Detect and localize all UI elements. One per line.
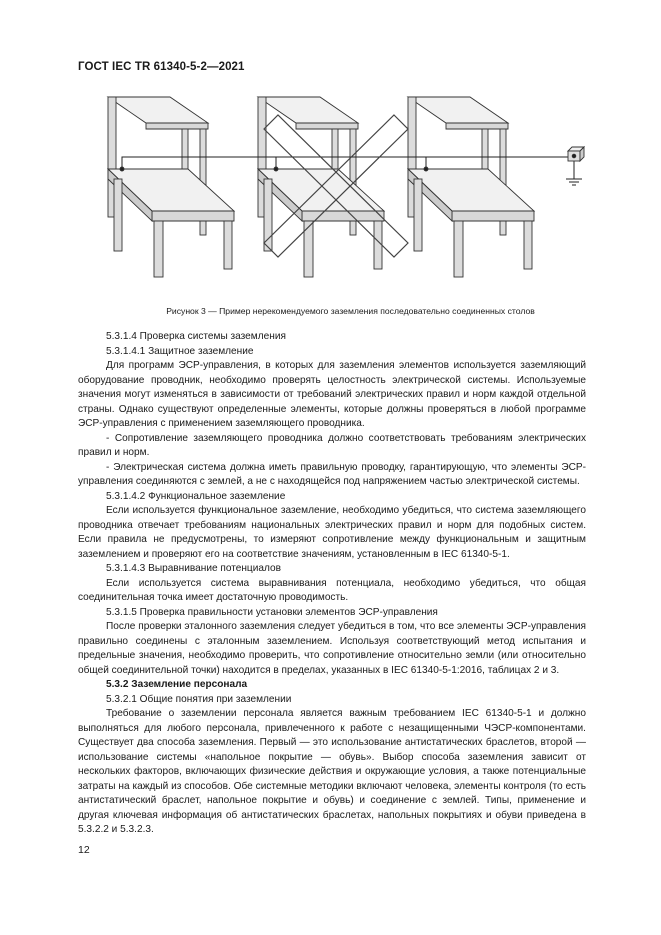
section-heading-5-3-1-5: 5.3.1.5 Проверка правильности установки элементов ЭСР-управления (106, 606, 438, 618)
figure-grounding-diagram (96, 93, 596, 293)
paragraph: Требование о заземлении персонала является важным требованием IEC 61340-5-1 и должно выполняться для любого персонала, привлеченного к работе с незащищенными ЧЭСР-компонентами. Существует два способа заземления. Первый — это использование антистатических браслетов, второй — использование системы «напольное покрытие — обувь». Выбор способа заземления зависит от нескольких факторов, включающих физические действия и окружающие условия, а также потенциальные затраты на каждый из способов. Обе системные методики включают человека, элементы контроля (то есть антистатический браслет, напольное покрытие и обувь) и соединение с землей. Типы, применение и другая ключевая информация об антистатических браслетах, напольных покрытиях и обуви приведена в 5.3.2.2 и 5.3.2.3. (78, 708, 586, 835)
page-number: 12 (78, 844, 90, 856)
paragraph: Если используется система выравнивания потенциала, необходимо убедиться, что общая соединительная точка имеет достаточную проводимость. (78, 577, 586, 603)
section-heading-5-3-1-4-3: 5.3.1.4.3 Выравнивание потенциалов (106, 563, 281, 574)
list-item: - Электрическая система должна иметь правильную проводку, гарантирующую, что элементы ЭСР-управления соединяются с землей, а не с находящейся под напряжением частью электрической системы. (78, 461, 586, 487)
section-heading-5-3-2: 5.3.2 Заземление персонала (106, 679, 248, 690)
body-text (78, 330, 586, 838)
paragraph: После проверки эталонного заземления следует убедиться в том, что все элементы ЭСР-управления правильно соединены с эталонным заземлением. Используя соответствующий метод испытания и предельные значения, необходимо проверить, что сопротивление относительно земли (или относительно общей соединительной точки) находится в пределах, указанных в IEC 61340-5-1:2016, таблицах 2 и 3. (78, 621, 586, 676)
section-heading-5-3-1-4-2: 5.3.1.4.2 Функциональное заземление (106, 490, 286, 502)
paragraph: Если используется функциональное заземление, необходимо убедиться, что система заземляющего проводника отвечает требованиям национальных электрических правил и норм для подобных систем. Если правила не предусмотрены, то измеряют сопротивление между функциональным и защитным заземлением и проверяют его на соответствие значениям, установленным в IEC 61340-5-1. (78, 505, 586, 560)
list-item: - Сопротивление заземляющего проводника должно соответствовать требованиям электрических правил и норм. (78, 432, 586, 458)
section-heading-5-3-2-1: 5.3.2.1 Общие понятия при заземлении (106, 693, 292, 705)
document-header: ГОСТ IEC TR 61340-5-2—2021 (78, 61, 245, 73)
workbench-3 (408, 97, 534, 277)
workbench-1 (108, 97, 234, 277)
ground-terminal-box (568, 147, 584, 161)
paragraph: Для программ ЭСР-управления, в которых для заземления элементов используется заземляющий оборудование проводник, необходимо проверять целостность электрической системы. Используемые значения могут изменяться в зависимости от требований электрических правил и норм каждой отдельной страны. Однако существуют определенные элементы, которые должны проверяться в любой программе ЭСР-управления с применением заземляющего проводника. (78, 360, 586, 429)
figure-caption: Рисунок 3 — Пример нерекомендуемого заземления последовательно соединенных столов (166, 306, 535, 316)
section-heading-5-3-1-4-1: 5.3.1.4.1 Защитное заземление (106, 345, 254, 357)
section-heading-5-3-1-4: 5.3.1.4 Проверка системы заземления (106, 331, 286, 342)
